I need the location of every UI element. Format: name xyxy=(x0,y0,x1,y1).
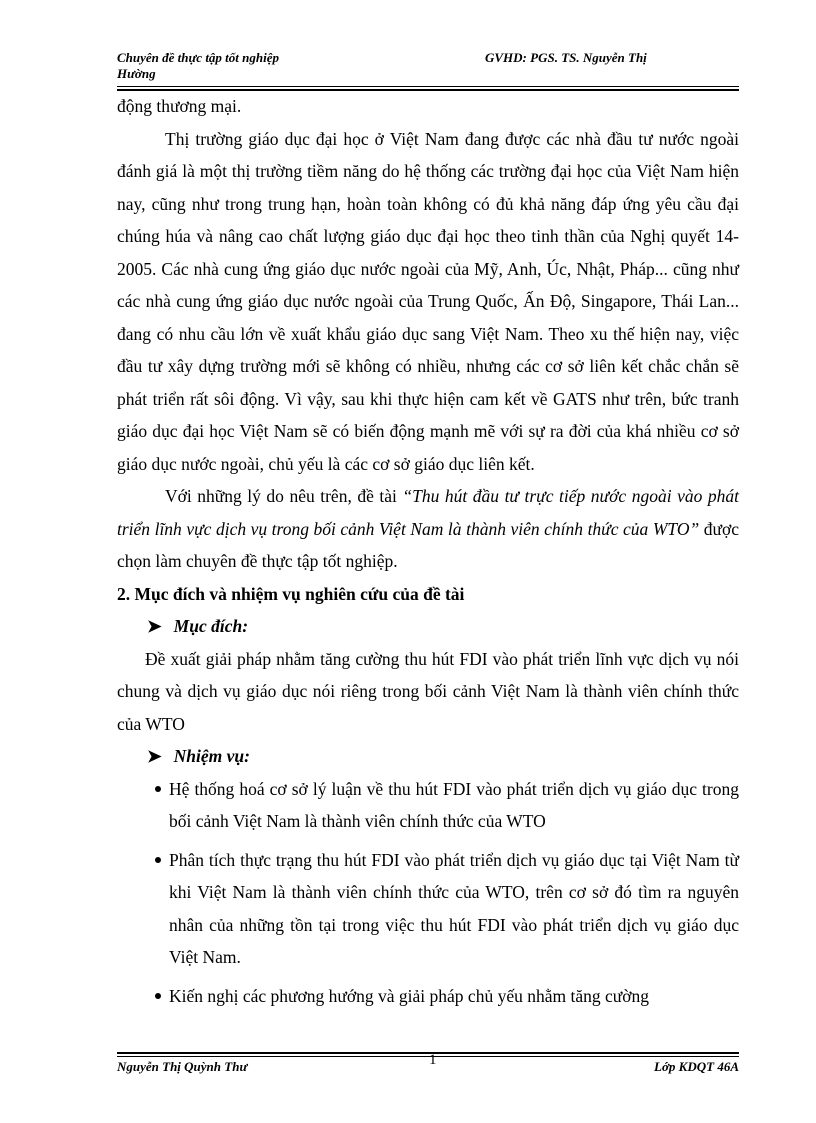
subheading-tasks xyxy=(117,740,739,773)
header-left xyxy=(117,50,347,82)
page-body xyxy=(117,90,739,1018)
paragraph-continuation: động thương mại. xyxy=(117,96,242,116)
topic-intro: Với những lý do nêu trên, đề tài xyxy=(165,486,403,506)
list-item-text: Phân tích thực trạng thu hút FDI vào phát triển dịch vụ giáo dục tại Việt Nam từ khi Việt Nam là thành viên chính thức của WTO, trên cơ sở đó tìm ra nguyên nhân của những tồn tại trong việc thu hút FDI vào phát triển dịch vụ giáo dục Việt Nam. xyxy=(169,849,739,967)
arrow-bullet-icon: ➤ xyxy=(147,746,162,766)
header-left-line1: Chuyên đề thực tập tốt nghiệp xyxy=(117,50,279,65)
paragraph-purpose: Đề xuất giải pháp nhằm tăng cường thu hút FDI vào phát triển lĩnh vực dịch vụ nói chung và dịch vụ giáo dục nói riêng trong bối cảnh Việt Nam là thành viên chính thức của WTO xyxy=(117,648,739,734)
subheading-purpose xyxy=(117,610,739,643)
page-number: 1 xyxy=(429,1052,437,1068)
bullet-icon xyxy=(155,857,161,863)
footer-author: Nguyễn Thị Quỳnh Thư xyxy=(117,1059,248,1074)
paragraph-market: Thị trường giáo dục đại học ở Việt Nam đang được các nhà đầu tư nước ngoài đánh giá là một thị trường tiềm năng do hệ thống các trường đại học của Việt Nam hiện nay, cũng như trong trung hạn, hoàn toàn không có đủ khả năng đáp ứng yêu cầu đại chúng húa và nâng cao chất lượng giáo dục đại học theo tinh thần của Nghị quyết 14-2005. Các nhà cung ứng giáo dục nước ngoài của Mỹ, Anh, Úc, Nhật, Pháp... cũng như các nhà cung ứng giáo dục nước ngoài của Trung Quốc, Ấn Độ, Singapore, Thái Lan... đang có nhu cầu lớn về xuất khẩu giáo dục sang Việt Nam. Theo xu thế hiện nay, việc đầu tư xây dựng trường mới sẽ không có nhiều, nhưng các cơ sở liên kết chắc chắn sẽ phát triển rất sôi động. Vì vậy, sau khi thực hiện cam kết về GATS như trên, bức tranh giáo dục đại học Việt Nam sẽ có biến động mạnh mẽ với sự ra đời của khá nhiều cơ sở giáo dục nước ngoài, chủ yếu là các cơ sở giáo dục liên kết. xyxy=(117,128,739,474)
page-header xyxy=(117,50,739,90)
arrow-bullet-icon: ➤ xyxy=(147,616,162,636)
section-heading: 2. Mục đích và nhiệm vụ nghiên cứu của đề tài xyxy=(117,583,465,604)
footer-class: Lớp KDQT 46A xyxy=(654,1059,739,1074)
page-footer xyxy=(117,1052,739,1077)
list-item xyxy=(117,773,739,838)
bullet-icon xyxy=(155,993,161,999)
header-divider xyxy=(117,86,739,87)
header-left-line2: Hường xyxy=(117,66,156,81)
topic-outro: được chọn làm chuyên đề thực tập tốt nghiệp. xyxy=(117,518,739,571)
header-right: GVHD: PGS. TS. Nguyễn Thị xyxy=(485,50,647,65)
task-list xyxy=(117,773,739,1013)
list-item xyxy=(117,980,739,1013)
topic-title: “Thu hút đầu tư trực tiếp nước ngoài vào phát triển lĩnh vực dịch vụ trong bối cảnh Việt Nam là thành viên chính thức của WTO” xyxy=(117,486,739,539)
paragraph-topic xyxy=(117,480,739,578)
list-item xyxy=(117,844,739,974)
subheading-tasks-label: Nhiệm vụ: xyxy=(173,746,250,766)
bullet-icon xyxy=(155,786,161,792)
list-item-text: Hệ thống hoá cơ sở lý luận về thu hút FDI vào phát triển dịch vụ giáo dục trong bối cảnh Việt Nam là thành viên chính thức của WTO xyxy=(169,778,739,831)
list-item-text: Kiến nghị các phương hướng và giải pháp chủ yếu nhằm tăng cường xyxy=(169,985,649,1006)
footer-divider-thick xyxy=(117,1052,739,1054)
subheading-purpose-label: Mục đích: xyxy=(173,616,249,636)
